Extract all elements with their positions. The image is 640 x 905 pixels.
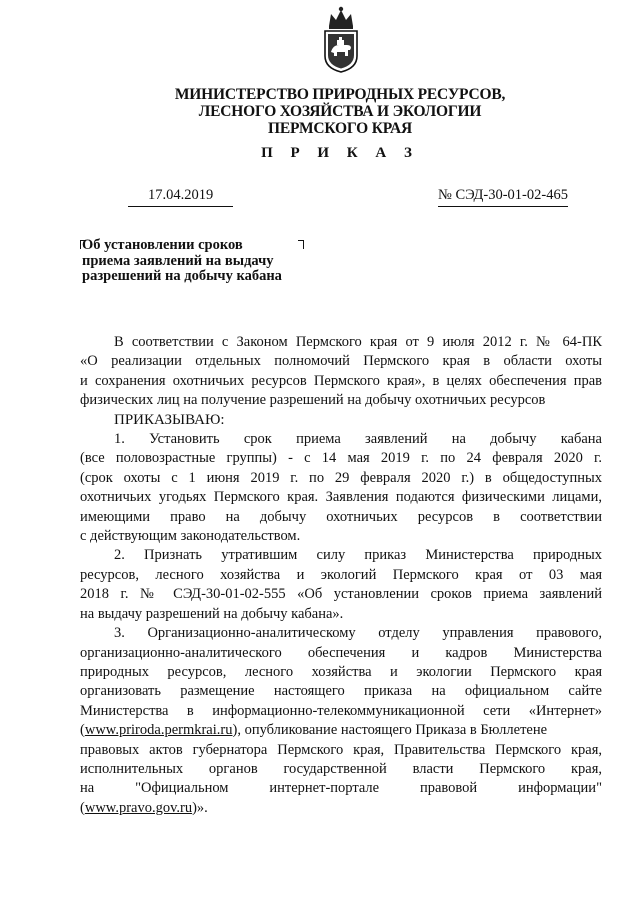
- text-line: 3. Организационно-аналитическому отделу управления правового,: [114, 625, 602, 642]
- text-line: (все половозрастные группы) - с 14 мая 2019 г. по 24 февраля 2020 г.: [80, 450, 602, 467]
- subject-line: приема заявлений на выдачу: [82, 252, 274, 269]
- ministry-line: ЛЕСНОГО ХОЗЯЙСТВА И ЭКОЛОГИИ: [198, 103, 482, 120]
- command-word: ПРИКАЗЫВАЮ:: [114, 411, 225, 428]
- text-line: охотничьих угодьях Пермского края. Заявления подаются физическими лицами,: [80, 489, 602, 506]
- text-line: организационно-аналитического обеспечения и кадров Министерства: [80, 644, 602, 661]
- ministry-line: МИНИСТЕРСТВО ПРИРОДНЫХ РЕСУРСОВ,: [174, 86, 506, 103]
- document-subject: [82, 238, 322, 285]
- subject-line: Об установлении сроков: [82, 237, 243, 253]
- coat-of-arms-emblem: [319, 4, 363, 74]
- document-body: [80, 333, 602, 818]
- text-line: на "Официальном интернет-портале правовой информации": [80, 780, 602, 797]
- text-line: и сохранения охотничьих ресурсов Пермского края», в целях обеспечения прав: [80, 372, 602, 389]
- text-line: (www.priroda.permkrai.ru), опубликование настоящего Приказа в Бюллетене: [80, 722, 548, 739]
- text-fragment: ), опубликование настоящего Приказа в Бюллетене: [232, 722, 548, 739]
- item-1-paragraph: [80, 430, 602, 546]
- text-line: имеющими право на добычу охотничьих ресурсов в соответствии: [80, 508, 602, 525]
- text-line: «О реализации отдельных полномочий Пермского края в области охоты: [80, 353, 602, 370]
- ministry-line: ПЕРМСКОГО КРАЯ: [267, 120, 413, 137]
- text-line: на выдачу разрешений на добычу кабана».: [80, 605, 344, 622]
- text-line: (www.pravo.gov.ru)».: [80, 799, 208, 816]
- document-type-title: П Р И К А З: [261, 145, 419, 161]
- text-line: 2. Признать утратившим силу приказ Министерства природных: [114, 547, 602, 564]
- document-number: № СЭД-30-01-02-465: [438, 187, 568, 203]
- text-fragment: )».: [192, 799, 208, 816]
- text-line: с действующим законодательством.: [80, 528, 301, 545]
- pravo-website-link[interactable]: www.pravo.gov.ru: [84, 799, 193, 816]
- text-line: 2018 г. № СЭД-30-01-02-555 «Об установлении сроков приема заявлений: [80, 586, 602, 603]
- text-line: В соответствии с Законом Пермского края от 9 июля 2012 г. № 64-ПК: [114, 334, 602, 350]
- item-3-paragraph: [80, 624, 602, 818]
- ministry-name: [140, 86, 540, 137]
- priroda-website-link[interactable]: www.priroda.permkrai.ru: [84, 722, 233, 739]
- text-line: 1. Установить срок приема заявлений на добычу кабана: [114, 431, 602, 448]
- text-line: физических лиц на получение разрешений на добычу охотничьих ресурсов: [80, 392, 546, 409]
- text-line: правовых актов губернатора Пермского края, Правительства Пермского края,: [80, 741, 602, 758]
- text-line: Министерства в информационно-телекоммуникационной сети «Интернет»: [80, 702, 602, 719]
- text-line: ресурсов, лесного хозяйства и экологий Пермского края от 03 мая: [80, 566, 602, 583]
- document-date: 17.04.2019: [148, 187, 214, 203]
- text-line: природных ресурсов, лесного хозяйства и экологии Пермского края: [80, 663, 602, 680]
- preamble-paragraph: [80, 333, 602, 411]
- text-line: организовать размещение настоящего приказа на официальном сайте: [80, 683, 602, 700]
- item-2-paragraph: [80, 546, 602, 624]
- text-line: (срок охоты с 1 июня 2019 г. по 29 февраля 2020 г.) в общедоступных: [80, 469, 602, 486]
- text-line: исполнительных органов государственной власти Пермского края,: [80, 760, 602, 777]
- subject-line: разрешений на добычу кабана: [82, 268, 282, 284]
